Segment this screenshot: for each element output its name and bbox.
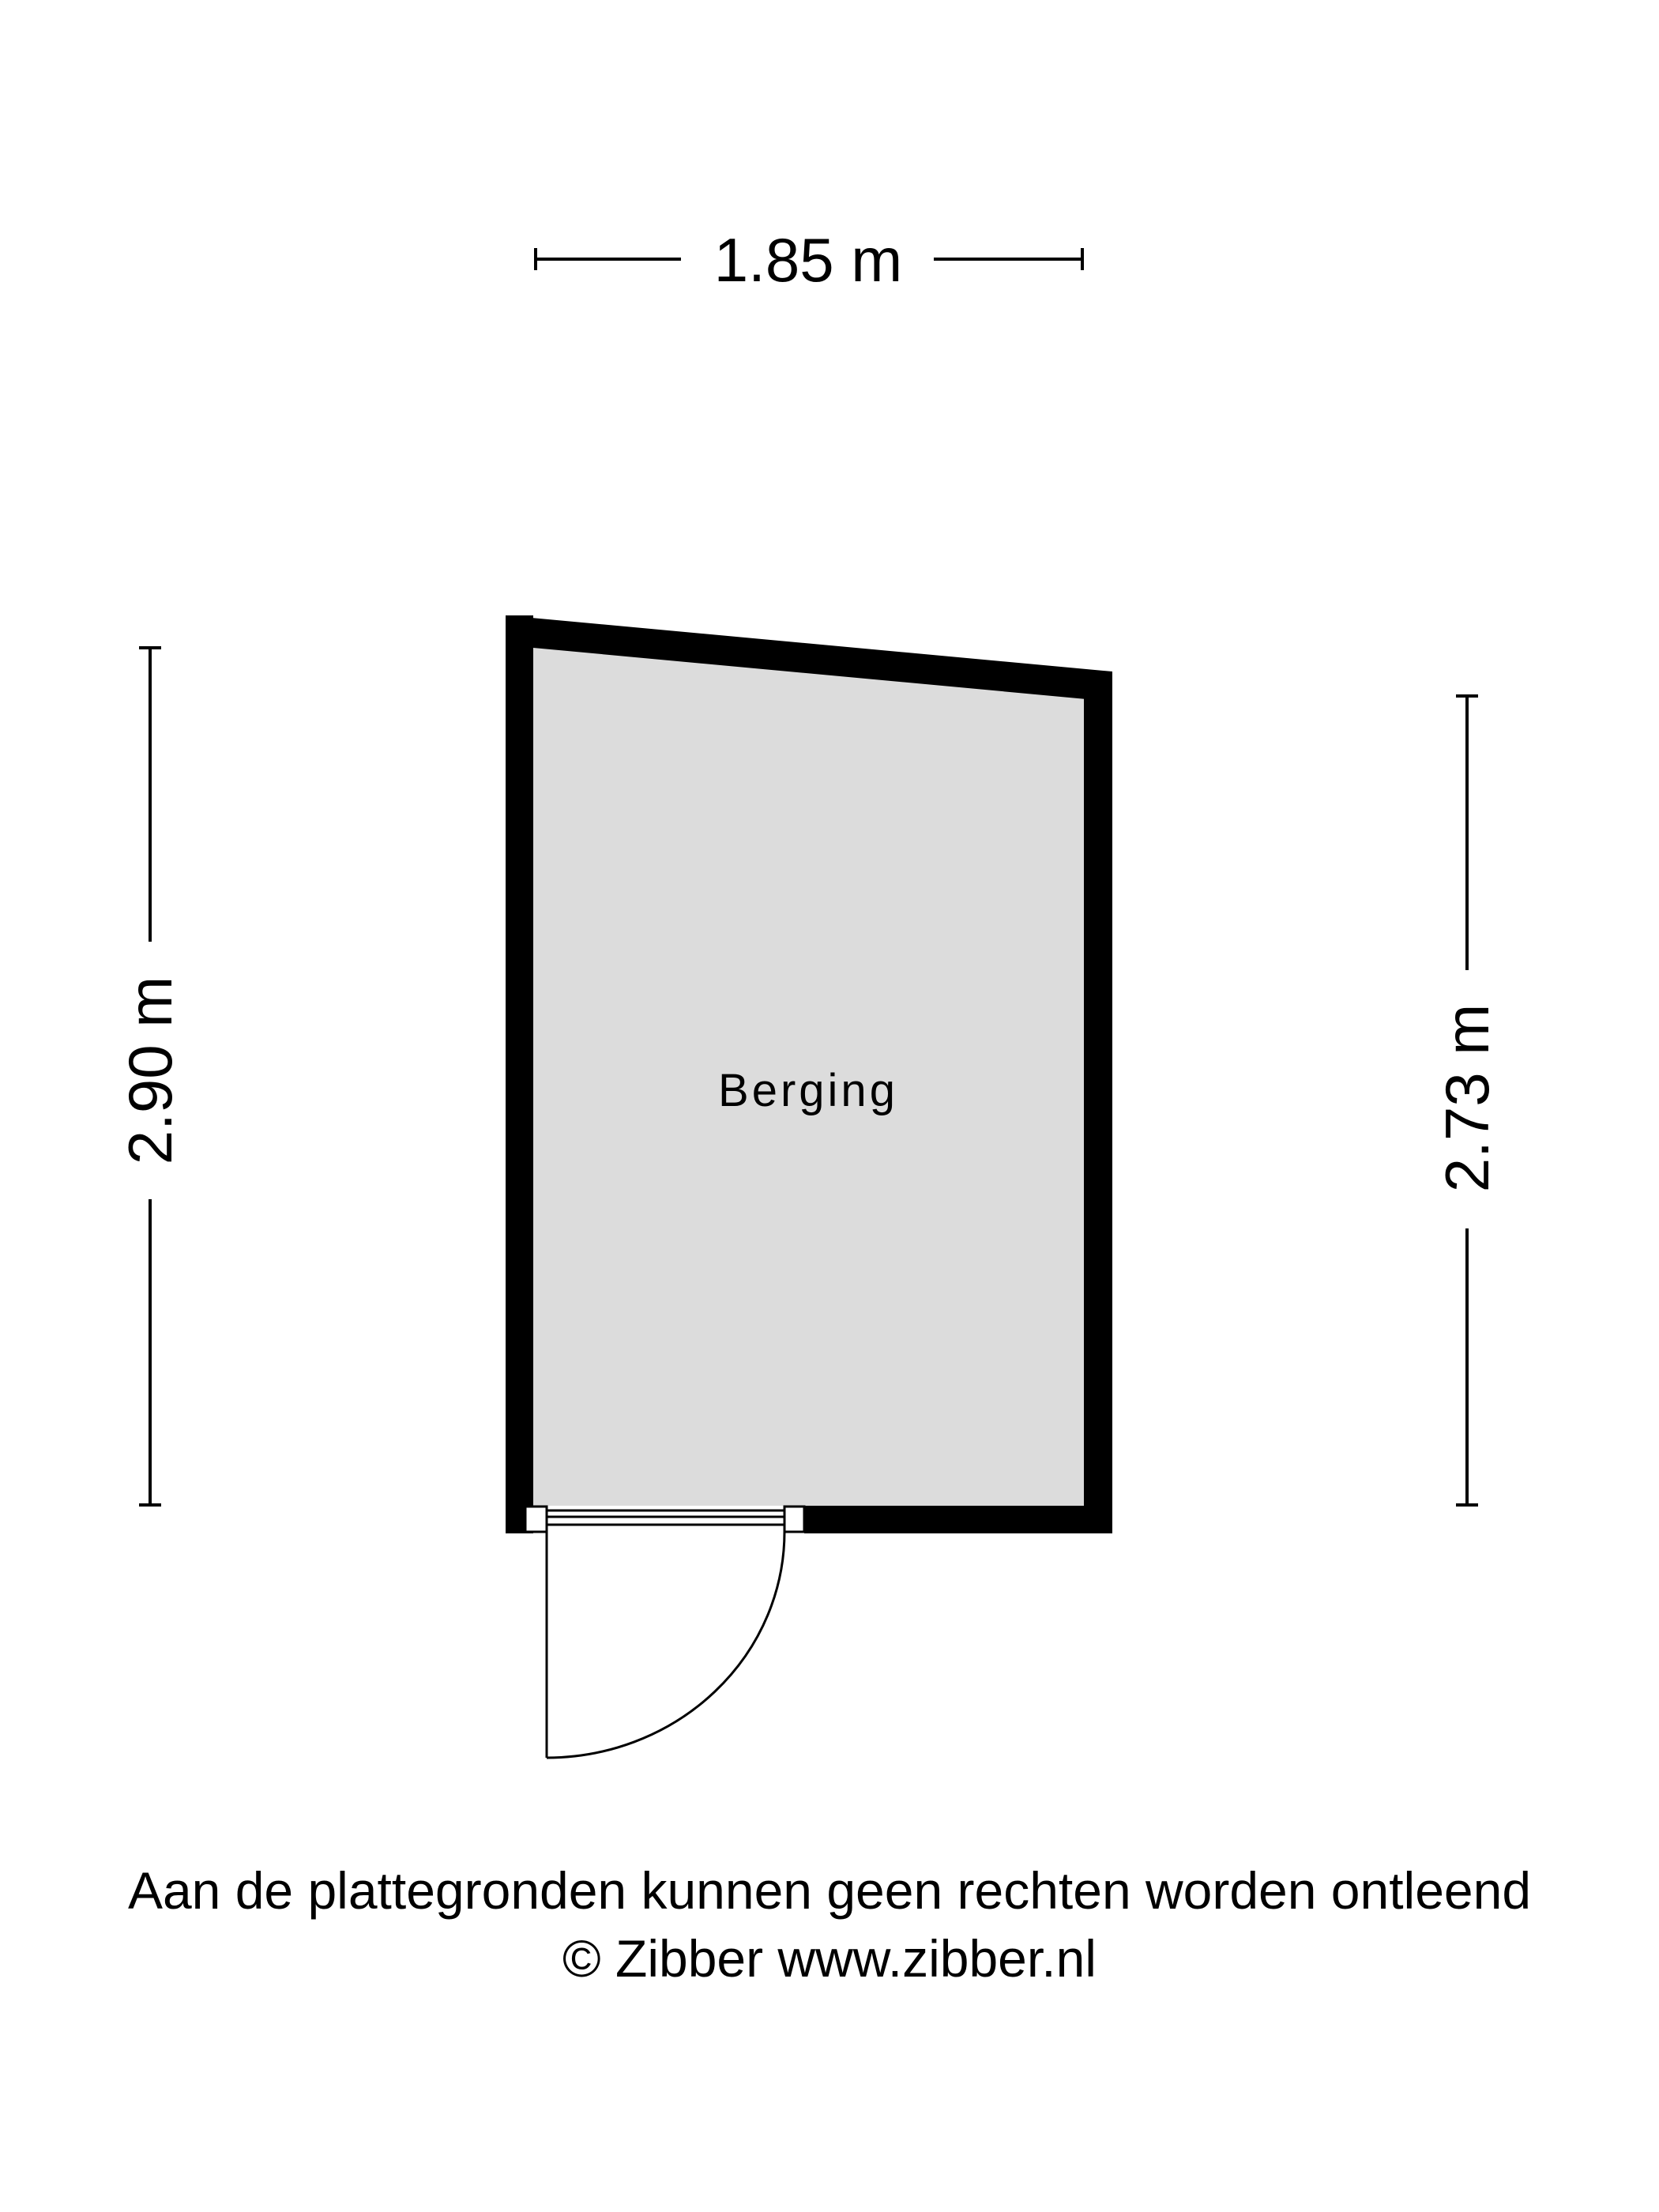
door-jamb-left [525, 1507, 547, 1532]
room-label: Berging [718, 1065, 898, 1116]
dimension-right-label: 2.73 m [1432, 1003, 1502, 1193]
copyright-text: © Zibber www.zibber.nl [562, 1929, 1097, 1988]
dimension-left-label: 2.90 m [115, 976, 185, 1165]
door-swing-arc [547, 1532, 784, 1758]
wall-bottom-left-stub [506, 1506, 525, 1533]
dimension-top-label: 1.85 m [713, 225, 903, 295]
disclaimer-text: Aan de plattegronden kunnen geen rechten worden ontleend [127, 1861, 1532, 1920]
door-frame [525, 1507, 804, 1532]
door [547, 1532, 784, 1758]
door-jamb-right [784, 1507, 804, 1532]
wall-right [1084, 672, 1112, 1533]
wall-bottom-right [804, 1506, 1112, 1533]
wall-left [506, 615, 533, 1533]
